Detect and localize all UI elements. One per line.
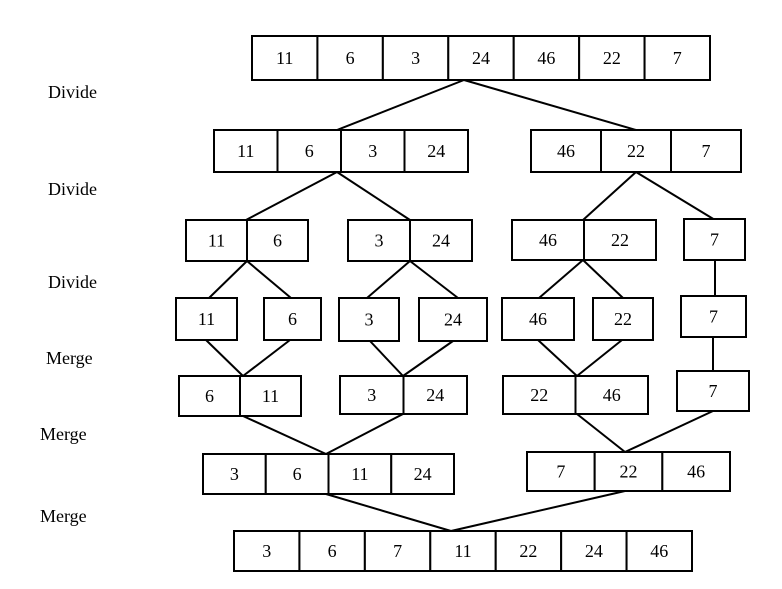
array-cell-value: 24 xyxy=(444,309,462,330)
stage-label-merge-1: Merge xyxy=(46,348,93,368)
array-cell-value: 46 xyxy=(539,230,557,250)
array-cell-value: 46 xyxy=(529,309,547,329)
edge-m1d-m2b xyxy=(625,411,713,452)
array-cell-value: 6 xyxy=(205,386,214,406)
array-cell-value: 46 xyxy=(650,541,669,561)
stage-label-merge-2: Merge xyxy=(40,424,87,444)
array-cell-value: 11 xyxy=(197,309,216,329)
array-cell-value: 3 xyxy=(411,48,421,68)
array-l3-f xyxy=(593,298,653,340)
stage-label-divide-3: Divide xyxy=(48,272,97,292)
array-cell-value: 7 xyxy=(701,141,711,161)
array-cell-value: 22 xyxy=(619,461,638,482)
edge-l3f-m1c xyxy=(577,340,622,376)
array-cell-value: 24 xyxy=(427,141,446,161)
array-l3-d xyxy=(419,298,487,341)
array-cell-value: 7 xyxy=(709,306,718,327)
array-cell-value: 22 xyxy=(530,385,549,405)
edge-m1a-m2a xyxy=(243,416,326,454)
array-cell-value: 11 xyxy=(237,141,255,161)
stage-label-divide-2: Divide xyxy=(48,179,97,199)
edge-l1a-l2b xyxy=(337,172,410,220)
edge-m2b-final xyxy=(451,491,625,531)
edge-l2c-l3f xyxy=(583,260,623,298)
array-cell-value: 6 xyxy=(273,230,282,251)
array-cell-value: 3 xyxy=(374,230,384,251)
array-l1-b xyxy=(531,130,741,172)
edge-l2b-l3d xyxy=(410,261,458,298)
array-cell-value: 6 xyxy=(345,48,355,68)
edge-m1b-m2a xyxy=(326,414,403,454)
array-l3-b xyxy=(264,298,321,340)
array-cell-value: 24 xyxy=(584,541,603,561)
array-cell-value: 3 xyxy=(368,141,378,161)
array-cell-value: 46 xyxy=(537,48,556,68)
array-m1-b xyxy=(340,376,467,414)
array-m2-b xyxy=(527,452,730,491)
array-cell-value: 22 xyxy=(519,541,538,561)
edge-l2a-l3a xyxy=(209,261,247,298)
array-l3-a xyxy=(176,298,237,340)
array-cell-value: 22 xyxy=(614,309,632,329)
edge-l2c-l3e xyxy=(539,260,583,298)
array-cell-value: 3 xyxy=(229,464,239,484)
array-cell-value: 6 xyxy=(292,464,302,484)
array-l3-g xyxy=(681,296,746,337)
array-cell-value: 46 xyxy=(602,385,621,405)
stage-label-divide-1: Divide xyxy=(48,82,97,102)
array-cell-value: 3 xyxy=(364,309,374,330)
array-root xyxy=(252,36,710,80)
array-cell-value: 7 xyxy=(556,461,566,482)
array-m2-a xyxy=(203,454,454,494)
array-cell-value: 24 xyxy=(426,385,445,405)
array-cell-value: 46 xyxy=(687,461,706,482)
array-l2-a xyxy=(186,220,308,261)
stage-label-merge-3: Merge xyxy=(40,506,87,526)
edge-root-right xyxy=(464,80,636,130)
array-l3-e xyxy=(502,298,574,340)
array-cell-value: 6 xyxy=(327,541,337,561)
array-cell-value: 7 xyxy=(710,229,719,250)
array-cell-value: 24 xyxy=(413,464,432,484)
array-cell-value: 22 xyxy=(627,141,645,161)
array-m1-d xyxy=(677,371,749,411)
edge-l2a-l3b xyxy=(247,261,291,298)
edge-l2b-l3c xyxy=(367,261,410,298)
edge-l1b-l2c xyxy=(583,172,636,220)
edge-l3c-m1b xyxy=(370,341,403,376)
array-cell-value: 24 xyxy=(432,230,450,251)
array-cell-value: 11 xyxy=(261,386,280,406)
edge-l1b-l2d xyxy=(636,172,715,220)
array-cell-value: 6 xyxy=(304,141,314,161)
array-cell-value: 7 xyxy=(672,48,682,68)
array-cell-value: 22 xyxy=(602,48,621,68)
array-cell-value: 24 xyxy=(472,48,490,68)
edge-l3e-m1c xyxy=(538,340,577,376)
array-l1-a xyxy=(214,130,468,172)
array-cell-value: 3 xyxy=(262,541,272,561)
array-l2-c xyxy=(512,220,656,260)
array-final xyxy=(234,531,692,571)
array-cell-value: 11 xyxy=(207,230,226,251)
array-m1-a xyxy=(179,376,301,416)
array-l2-b xyxy=(348,220,472,261)
array-cell-value: 46 xyxy=(557,141,575,161)
edge-l3a-m1a xyxy=(206,340,243,376)
edge-l3b-m1a xyxy=(243,340,290,376)
array-cell-value: 22 xyxy=(611,230,629,250)
edge-m2a-final xyxy=(326,494,451,531)
array-cell-value: 7 xyxy=(393,541,403,561)
stage-labels xyxy=(40,82,97,526)
array-cell-value: 7 xyxy=(708,381,718,401)
array-m1-c xyxy=(503,376,648,414)
array-cell-value: 3 xyxy=(367,385,377,405)
array-cell-value: 11 xyxy=(454,541,472,561)
edge-l1a-l2a xyxy=(246,172,337,220)
array-cell-value: 11 xyxy=(276,48,294,68)
edge-l3d-m1b xyxy=(403,341,453,376)
array-cell-value: 6 xyxy=(288,309,297,329)
edge-m1c-m2b xyxy=(577,414,625,452)
array-l3-c xyxy=(339,298,399,341)
array-cell-value: 11 xyxy=(351,464,369,484)
edge-root-left xyxy=(337,80,464,130)
array-l2-d xyxy=(684,219,745,260)
